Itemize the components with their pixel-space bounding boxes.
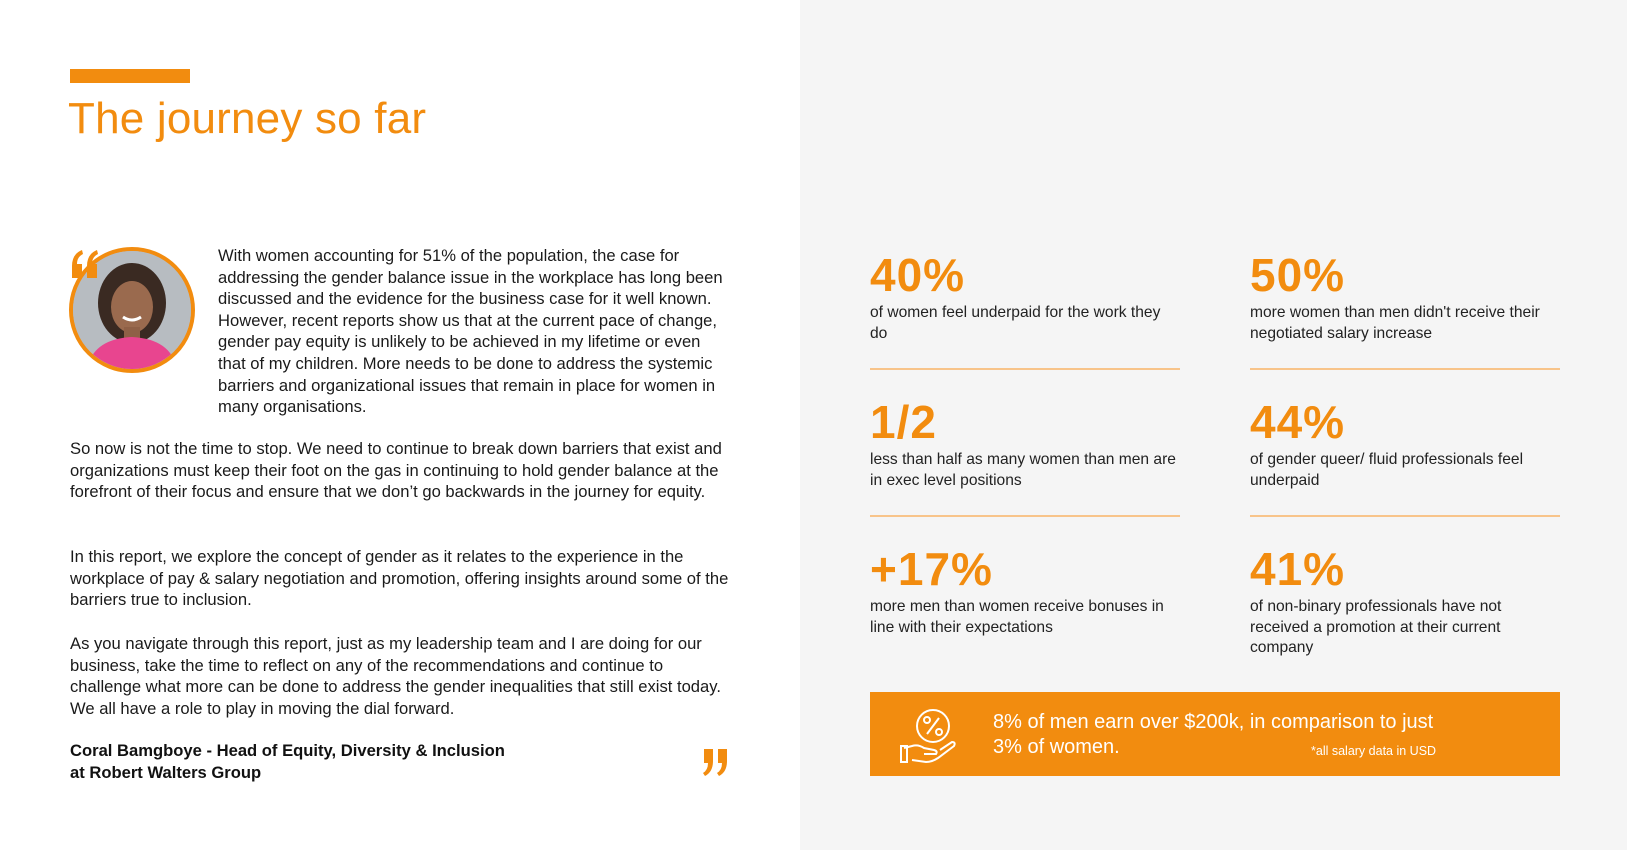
stat-description: of non-binary professionals have not received a promotion at their current company — [1250, 598, 1502, 656]
salary-statement: 8% of men earn over $200k, in comparison to just 3% of women. — [993, 711, 1434, 758]
salary-callout — [870, 692, 1560, 776]
stat-value: 44% — [1250, 396, 1346, 448]
stat-item — [870, 543, 1180, 638]
stat-description: more women than men didn't receive their negotiated salary increase — [1250, 304, 1540, 342]
stat-value: 50% — [1250, 249, 1346, 301]
body-paragraph-2: So now is not the time to stop. We need to continue to break down barriers that exist and organizations must keep their foot on the gas in continuing to hold gender balance at the forefront of their focus and ensure that we don’t go backwards in the journey for equity. — [70, 439, 722, 502]
percent-hand-icon — [900, 706, 958, 764]
intro-quote-text: With women accounting for 51% of the population, the case for addressing the gender balance issue in the workplace has long been discussed and the evidence for the business case for it well known. However, recent reports show us that at the current pace of change, gender pay equity is unlikely to be achieved in my lifetime or even that of my children. More needs to be done to address the systemic barriers and organizational issues that remain in place for women in many organisations. — [218, 246, 723, 417]
signature-name-title: Coral Bamgboye - Head of Equity, Diversity & Inclusion — [70, 741, 505, 760]
stat-item — [870, 249, 1180, 344]
title-accent-bar — [70, 69, 190, 83]
stat-description: less than half as many women than men are in exec level positions — [870, 451, 1176, 489]
stat-divider — [1250, 515, 1560, 517]
stat-description: of gender queer/ fluid professionals feel underpaid — [1250, 451, 1524, 489]
stat-value: 40% — [870, 249, 966, 301]
stat-value: 1/2 — [870, 396, 937, 448]
stat-description: of women feel underpaid for the work they do — [870, 304, 1161, 342]
stat-item — [1250, 543, 1560, 659]
salary-footnote: *all salary data in USD — [1311, 744, 1437, 758]
open-quote-icon — [70, 248, 100, 280]
signature — [70, 740, 590, 784]
stat-divider — [870, 515, 1180, 517]
page-title: The journey so far — [68, 94, 427, 143]
body-paragraph-3: In this report, we explore the concept of gender as it relates to the experience in the workplace of pay & salary negotiation and promotion, offering insights around some of the barriers true to inclusion. — [70, 547, 729, 610]
stat-item — [1250, 396, 1560, 491]
stat-value: 41% — [1250, 543, 1346, 595]
body-paragraph-4: As you navigate through this report, just as my leadership team and I are doing for our business, take the time to reflect on any of the recommendations and continue to challenge what more can be done to address the gender inequalities that still exist today. We all have a role to play in moving the dial forward. — [70, 634, 721, 718]
stat-value: +17% — [870, 543, 993, 595]
close-quote-icon — [702, 747, 730, 777]
stat-item — [870, 396, 1180, 491]
stat-divider — [1250, 368, 1560, 370]
stat-description: more men than women receive bonuses in line with their expectations — [870, 598, 1164, 636]
stat-item — [1250, 249, 1560, 344]
signature-company: at Robert Walters Group — [70, 763, 262, 782]
stat-divider — [870, 368, 1180, 370]
